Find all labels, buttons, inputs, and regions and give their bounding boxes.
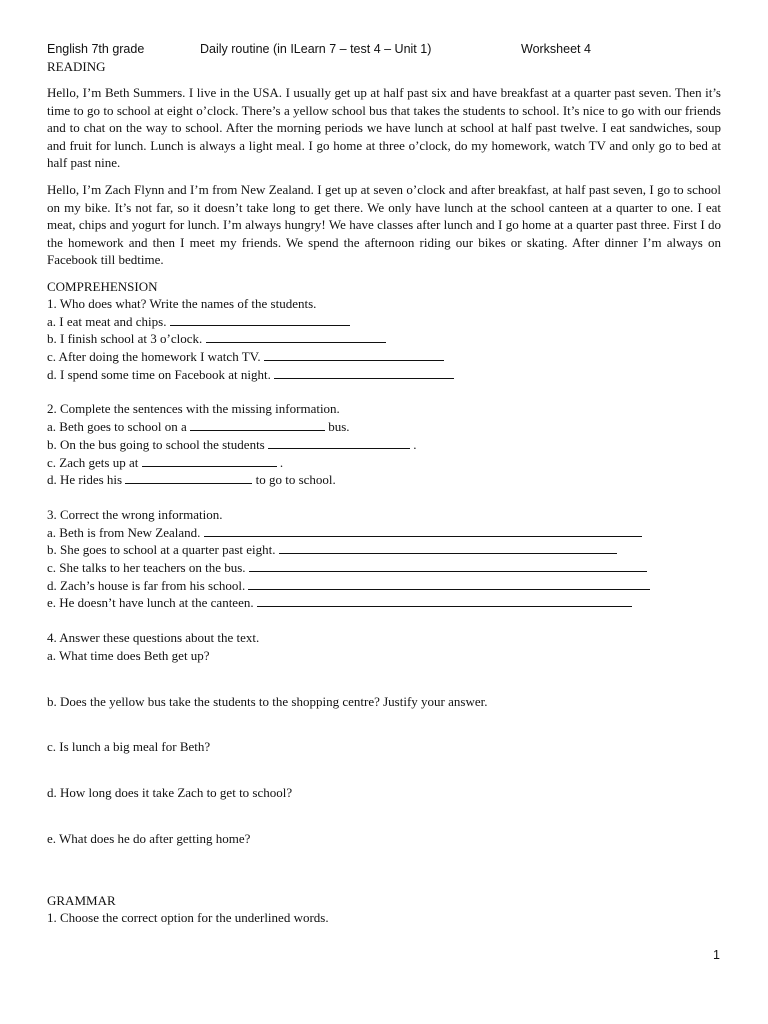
exercise-4-question-e: e. What does he do after getting home? xyxy=(47,830,251,846)
exercise-4-question-b: b. Does the yellow bus take the students to the shopping centre? Justify your answer. xyxy=(47,693,488,709)
header-worksheet: Worksheet 4 xyxy=(521,42,591,56)
answer-blank[interactable] xyxy=(248,577,650,590)
grammar-exercise-1-instruction: 1. Choose the correct option for the underlined words. xyxy=(47,910,329,926)
worksheet-page xyxy=(47,40,721,927)
header-grade: English 7th grade xyxy=(47,42,145,56)
exercise-2-item-c: c. Zach gets up at . xyxy=(47,454,284,470)
exercise-3-item-d: d. Zach’s house is far from his school. xyxy=(47,577,721,595)
exercise-1-item-d: d. I spend some time on Facebook at night. xyxy=(47,366,721,384)
exercise-1 xyxy=(47,295,721,384)
answer-blank[interactable] xyxy=(125,471,252,484)
answer-blank[interactable] xyxy=(249,559,647,572)
page-number: 1 xyxy=(713,948,720,962)
reading-paragraph-zach: Hello, I’m Zach Flynn and I’m from New Zealand. I get up at seven o’clock and after breakfast, at half past seven, I go to school on my bike. It’s not far, so it doesn’t take long to get there. We only have lunch at the school canteen at a quarter to one. I eat meat, chips and yogurt for lunch. I’m always hungry! We have classes after lunch and I go home at a quarter past three. First I do the homework and then I meet my friends. We spend the afternoon riding our bikes or skating. After dinner I’m always on Facebook till bedtime. xyxy=(47,181,721,268)
exercise-1-item-a: a. I eat meat and chips. xyxy=(47,313,721,331)
exercise-3-item-b: b. She goes to school at a quarter past eight. xyxy=(47,541,721,559)
comprehension-title: COMPREHENSION xyxy=(47,278,158,294)
exercise-3-item-e: e. He doesn’t have lunch at the canteen. xyxy=(47,594,721,612)
answer-blank[interactable] xyxy=(274,366,454,379)
reading-paragraph-beth: Hello, I’m Beth Summers. I live in the USA. I usually get up at half past six and have breakfast at a quarter past seven. Then it’s time to go to school at eight o’clock. There’s a yellow school bus that takes the students to school. It’s nice to go with our friends and to chat on the way to school. After the morning periods we have lunch at school at half past twelve. I eat sandwiches, soup and fruit for lunch. Lunch is always a light meal. I go home at three o’clock, do my homework, watch TV and only go to bed at half past nine. xyxy=(47,85,721,171)
answer-blank[interactable] xyxy=(190,418,325,431)
exercise-3-item-a: a. Beth is from New Zealand. xyxy=(47,524,721,542)
exercise-4 xyxy=(47,629,721,847)
exercise-4-instruction: 4. Answer these questions about the text. xyxy=(47,630,260,646)
answer-blank[interactable] xyxy=(206,330,386,343)
answer-blank[interactable] xyxy=(264,348,444,361)
exercise-3 xyxy=(47,506,721,612)
exercise-2-item-b: b. On the bus going to school the students . xyxy=(47,436,417,452)
exercise-1-item-c: c. After doing the homework I watch TV. xyxy=(47,348,721,366)
exercise-3-instruction: 3. Correct the wrong information. xyxy=(47,506,223,522)
reading-title: READING xyxy=(47,59,106,74)
exercise-1-instruction: 1. Who does what? Write the names of the students. xyxy=(47,295,317,311)
answer-blank[interactable] xyxy=(170,313,350,326)
answer-blank[interactable] xyxy=(279,541,617,554)
exercise-1-item-b: b. I finish school at 3 o’clock. xyxy=(47,330,721,348)
answer-blank[interactable] xyxy=(257,594,632,607)
exercise-4-question-a: a. What time does Beth get up? xyxy=(47,647,210,663)
header-topic: Daily routine (in ILearn 7 – test 4 – Unit 1) xyxy=(200,42,432,56)
page-header xyxy=(47,40,721,58)
exercise-4-question-c: c. Is lunch a big meal for Beth? xyxy=(47,739,211,755)
exercise-2-instruction: 2. Complete the sentences with the missing information. xyxy=(47,401,340,417)
answer-blank[interactable] xyxy=(268,436,410,449)
grammar-title: GRAMMAR xyxy=(47,893,116,909)
exercise-2-item-a: a. Beth goes to school on a bus. xyxy=(47,419,350,435)
exercise-2-item-d: d. He rides his to go to school. xyxy=(47,472,336,488)
answer-blank[interactable] xyxy=(142,454,277,467)
answer-blank[interactable] xyxy=(204,524,642,537)
exercise-2 xyxy=(47,400,721,489)
exercise-4-question-d: d. How long does it take Zach to get to school? xyxy=(47,785,293,800)
exercise-3-item-c: c. She talks to her teachers on the bus. xyxy=(47,559,721,577)
